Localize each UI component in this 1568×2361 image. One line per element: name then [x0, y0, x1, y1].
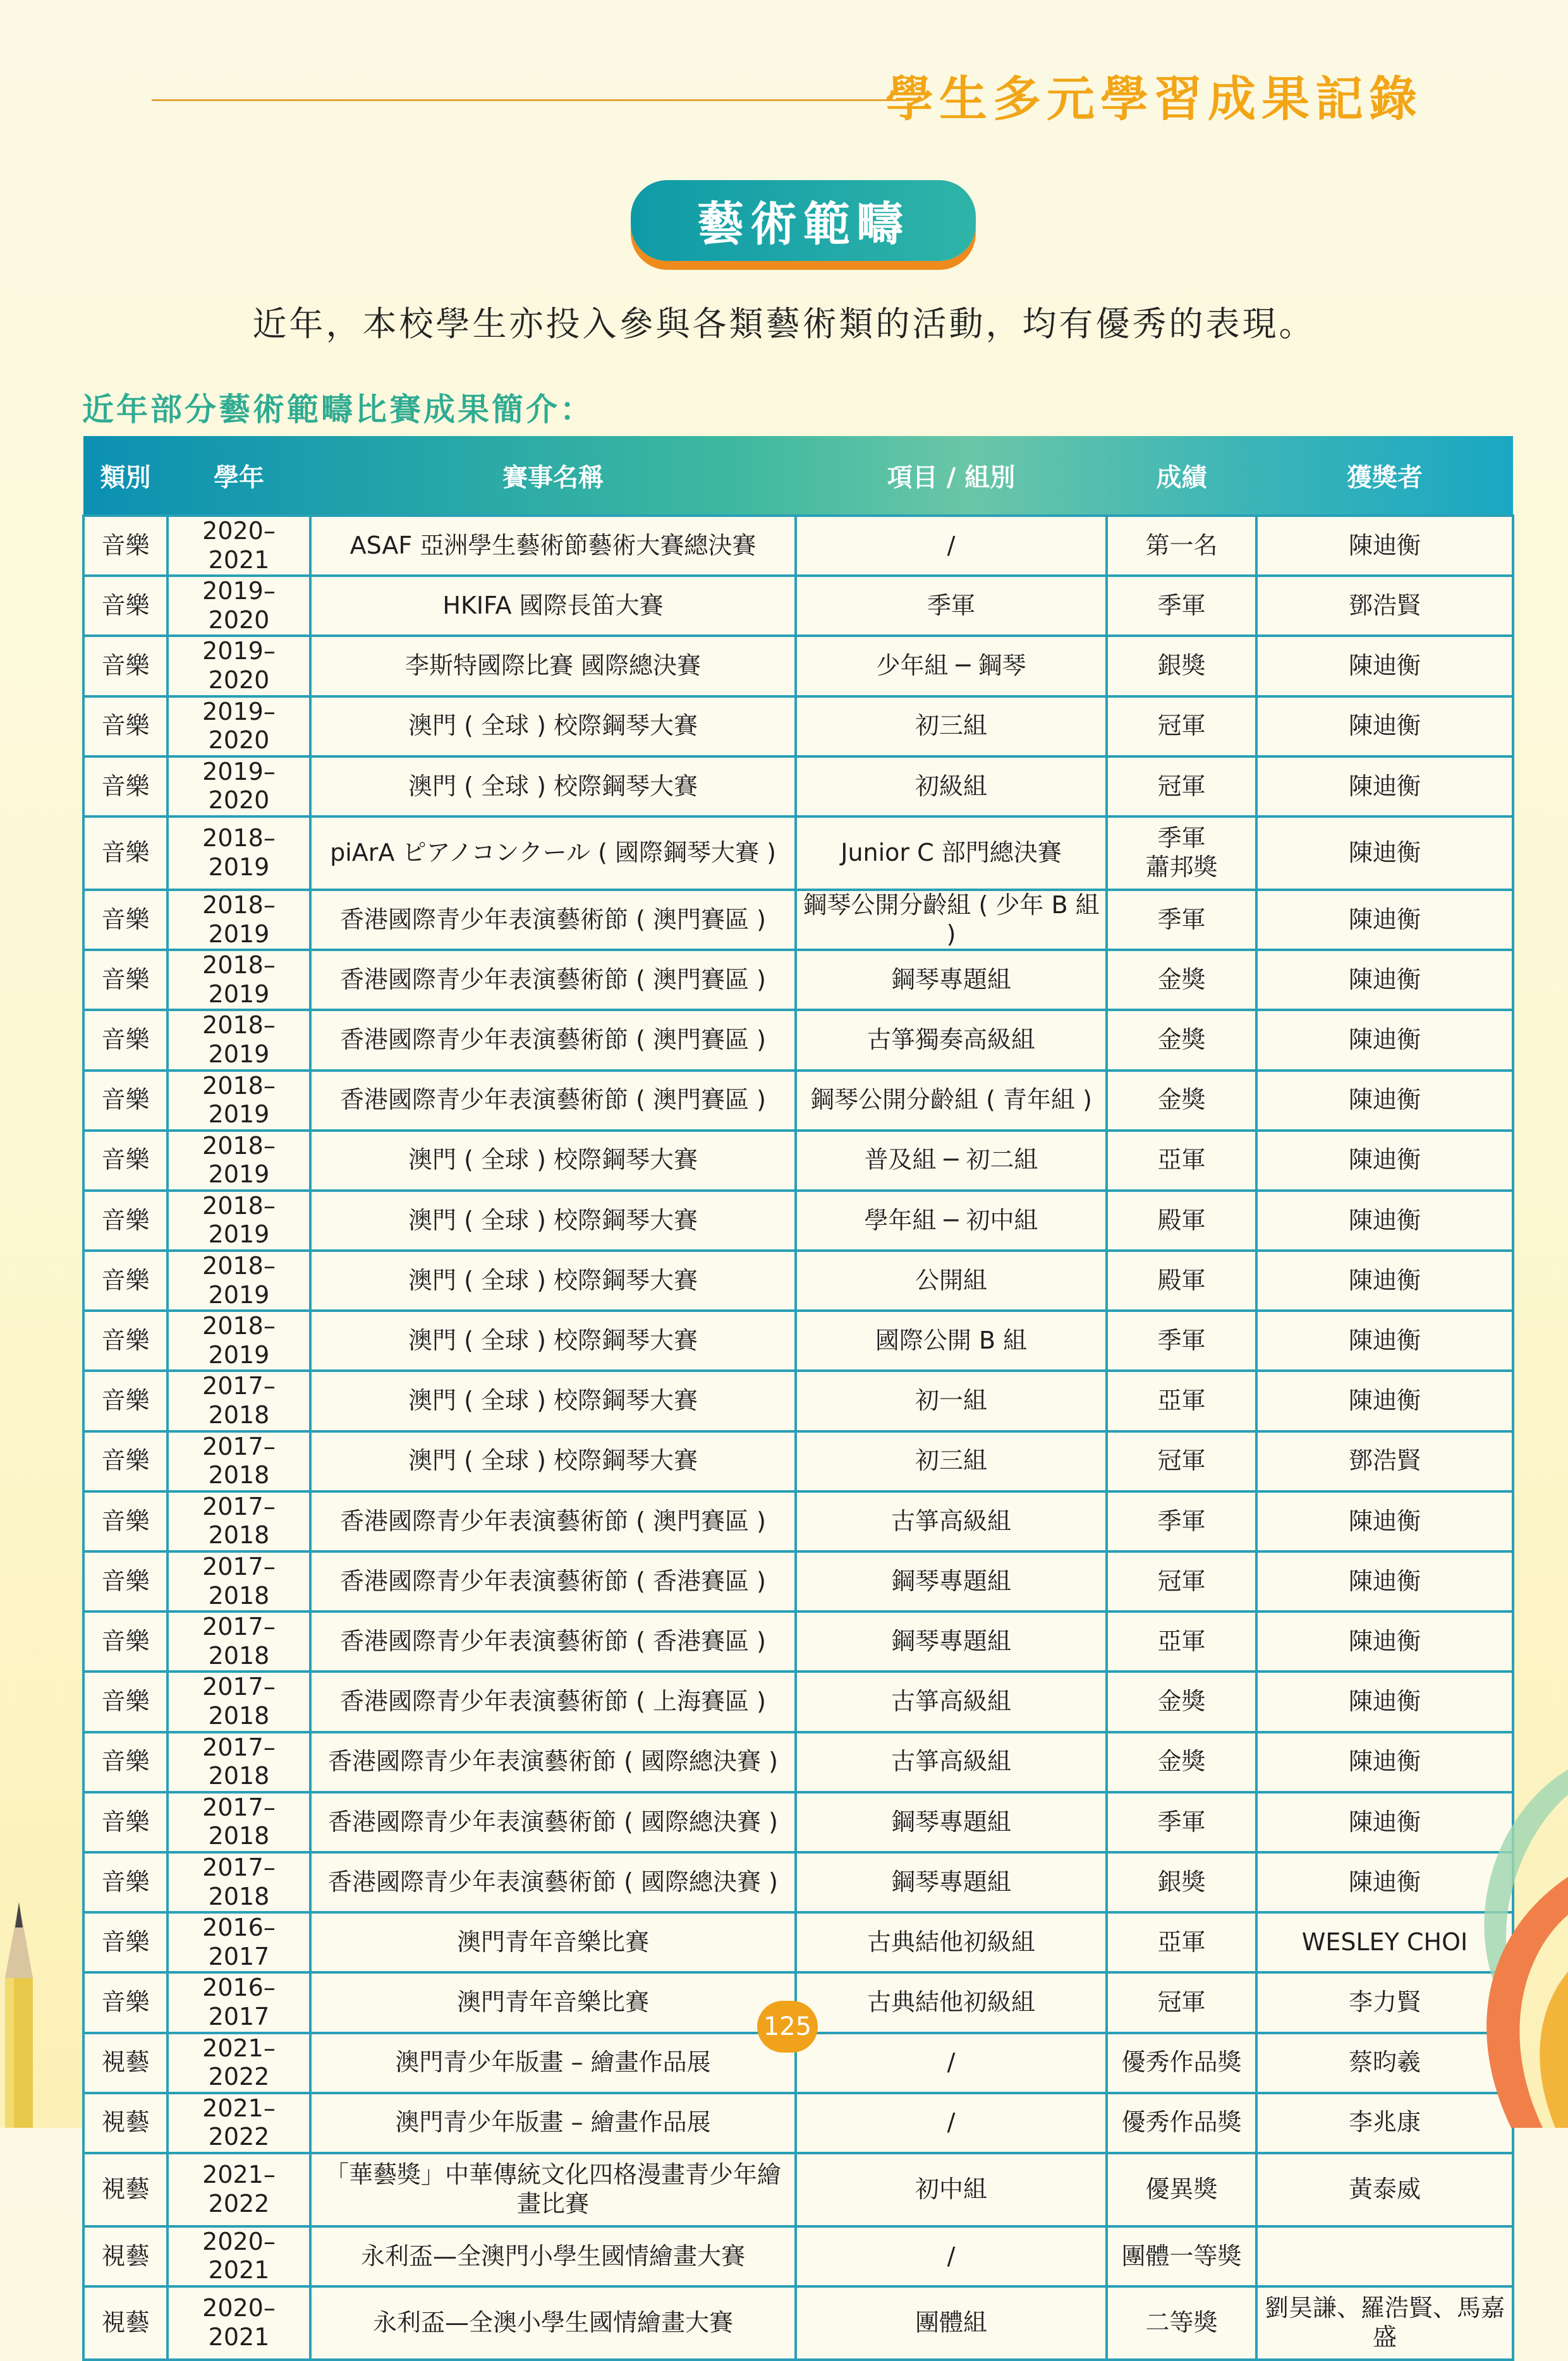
- results-table: [82, 436, 1514, 2361]
- cell-winner: 陳迪衡: [1256, 1672, 1513, 1732]
- cell-item: 團體組: [796, 2286, 1107, 2360]
- cell-item: 普及組 ─ 初二組: [796, 1131, 1107, 1191]
- cell-item: 初三組: [796, 696, 1107, 756]
- table-row: [83, 1191, 1513, 1251]
- cell-result: 亞軍: [1107, 1611, 1256, 1672]
- cell-result: 金獎: [1107, 1071, 1256, 1131]
- table-header-row: [83, 436, 1513, 516]
- cell-winner: 黃泰威: [1256, 2153, 1513, 2226]
- cell-year: 2016–2017: [167, 1912, 310, 1972]
- table-row: [83, 2286, 1513, 2360]
- table-row: [83, 2153, 1513, 2226]
- cell-year: 2017–2018: [167, 1491, 310, 1551]
- cell-event: 香港國際青少年表演藝術節 ( 澳門賽區 ): [310, 1491, 796, 1551]
- cell-category: 音樂: [83, 516, 167, 576]
- cell-category: 音樂: [83, 1611, 167, 1672]
- cell-item: 古典結他初級組: [796, 1972, 1107, 2032]
- cell-item: 鋼琴專題組: [796, 1611, 1107, 1672]
- table-row: [83, 636, 1513, 696]
- cell-item: 古箏高級組: [796, 1491, 1107, 1551]
- cell-year: 2017–2018: [167, 1431, 310, 1491]
- cell-event: 澳門 ( 全球 ) 校際鋼琴大賽: [310, 1131, 796, 1191]
- cell-winner: 陳迪衡: [1256, 950, 1513, 1010]
- cell-winner: 陳迪衡: [1256, 816, 1513, 890]
- table-row: [83, 1131, 1513, 1191]
- cell-winner: 陳迪衡: [1256, 1792, 1513, 1852]
- cell-winner: 陳迪衡: [1256, 1251, 1513, 1311]
- cell-category: 音樂: [83, 1972, 167, 2032]
- table-row: [83, 950, 1513, 1010]
- cell-item: /: [796, 516, 1107, 576]
- cell-item: 初三組: [796, 1431, 1107, 1491]
- cell-item: Junior C 部門總決賽: [796, 816, 1107, 890]
- cell-event: 香港國際青少年表演藝術節 ( 澳門賽區 ): [310, 890, 796, 950]
- cell-year: 2017–2018: [167, 1611, 310, 1672]
- cell-category: 音樂: [83, 1672, 167, 1732]
- table-heading: 近年部分藝術範疇比賽成果簡介：: [82, 391, 594, 428]
- cell-category: 音樂: [83, 1732, 167, 1792]
- cell-item: 古典結他初級組: [796, 1912, 1107, 1972]
- cell-item: 公開組: [796, 1251, 1107, 1311]
- cell-category: 視藝: [83, 2286, 167, 2360]
- cell-item: /: [796, 2033, 1107, 2093]
- section-badge: [631, 180, 976, 261]
- cell-winner: 鄧浩賢: [1256, 1431, 1513, 1491]
- results-table-container: [82, 436, 1512, 2361]
- cell-year: 2019–2020: [167, 696, 310, 756]
- cell-category: 音樂: [83, 1491, 167, 1551]
- cell-category: 音樂: [83, 816, 167, 890]
- cell-year: 2021–2022: [167, 2093, 310, 2153]
- cell-event: 「華藝獎」中華傳統文化四格漫畫青少年繪畫比賽: [310, 2153, 796, 2226]
- cell-result: 季軍: [1107, 1491, 1256, 1551]
- cell-year: 2020–2021: [167, 516, 310, 576]
- cell-category: 音樂: [83, 1251, 167, 1311]
- cell-result: 季軍: [1107, 890, 1256, 950]
- cell-result: 二等獎: [1107, 2286, 1256, 2360]
- cell-result: 冠軍: [1107, 1551, 1256, 1611]
- table-row: [83, 1311, 1513, 1371]
- cell-category: 音樂: [83, 890, 167, 950]
- cell-result: 金獎: [1107, 1732, 1256, 1792]
- cell-year: 2018–2019: [167, 1251, 310, 1311]
- table-row: [83, 1010, 1513, 1070]
- cell-result: 季軍: [1107, 576, 1256, 636]
- cell-event: 永利盃—全澳門小學生國情繪畫大賽: [310, 2226, 796, 2286]
- cell-category: 音樂: [83, 950, 167, 1010]
- cell-result: 冠軍: [1107, 756, 1256, 816]
- cell-result: 優異獎: [1107, 2153, 1256, 2226]
- header-year: 學年: [214, 463, 264, 492]
- cell-result: 季軍: [1107, 1792, 1256, 1852]
- cell-result: 殿軍: [1107, 1251, 1256, 1311]
- cell-year: 2021–2022: [167, 2033, 310, 2093]
- cell-result: 銀獎: [1107, 636, 1256, 696]
- table-row: [83, 1071, 1513, 1131]
- cell-year: 2018–2019: [167, 950, 310, 1010]
- table-row: [83, 756, 1513, 816]
- cell-event: 永利盃—全澳小學生國情繪畫大賽: [310, 2286, 796, 2360]
- cell-winner: 陳迪衡: [1256, 516, 1513, 576]
- cell-event: 澳門青年音樂比賽: [310, 1912, 796, 1972]
- cell-winner: 劉昊謙、羅浩賢、馬嘉盛: [1256, 2286, 1513, 2360]
- cell-winner: 陳迪衡: [1256, 1852, 1513, 1912]
- cell-year: 2018–2019: [167, 1311, 310, 1371]
- cell-year: 2021–2022: [167, 2153, 310, 2226]
- cell-category: 音樂: [83, 576, 167, 636]
- cell-event: 澳門 ( 全球 ) 校際鋼琴大賽: [310, 756, 796, 816]
- header-category: 類別: [100, 463, 151, 492]
- cell-winner: 李力賢: [1256, 1972, 1513, 2032]
- cell-year: 2018–2019: [167, 1131, 310, 1191]
- cell-winner: 陳迪衡: [1256, 696, 1513, 756]
- header-winner: 獲獎者: [1347, 463, 1423, 492]
- cell-winner: 陳迪衡: [1256, 1131, 1513, 1191]
- cell-winner: 陳迪衡: [1256, 1191, 1513, 1251]
- cell-event: 澳門 ( 全球 ) 校際鋼琴大賽: [310, 1431, 796, 1491]
- cell-result: 亞軍: [1107, 1131, 1256, 1191]
- cell-event: 澳門 ( 全球 ) 校際鋼琴大賽: [310, 1311, 796, 1371]
- cell-event: 澳門 ( 全球 ) 校際鋼琴大賽: [310, 1371, 796, 1431]
- cell-item: 鋼琴專題組: [796, 1792, 1107, 1852]
- cell-item: 少年組 ─ 鋼琴: [796, 636, 1107, 696]
- cell-result: 優秀作品獎: [1107, 2033, 1256, 2093]
- table-row: [83, 516, 1513, 576]
- cell-category: 音樂: [83, 756, 167, 816]
- cell-category: 音樂: [83, 1792, 167, 1852]
- pencil-decoration-icon: [0, 1902, 38, 2128]
- cell-year: 2018–2019: [167, 1010, 310, 1070]
- cell-item: 初一組: [796, 1371, 1107, 1431]
- cell-category: 音樂: [83, 1131, 167, 1191]
- cell-item: 鋼琴公開分齡組 ( 少年 B 組 ): [796, 890, 1107, 950]
- table-row: [83, 1251, 1513, 1311]
- cell-item: 鋼琴專題組: [796, 1852, 1107, 1912]
- cell-result: 優秀作品獎: [1107, 2093, 1256, 2153]
- cell-result: 殿軍: [1107, 1191, 1256, 1251]
- cell-year: 2018–2019: [167, 1071, 310, 1131]
- cell-event: 香港國際青少年表演藝術節 ( 國際總決賽 ): [310, 1792, 796, 1852]
- cell-year: 2017–2018: [167, 1551, 310, 1611]
- cell-item: 鋼琴專題組: [796, 950, 1107, 1010]
- cell-result: 冠軍: [1107, 1972, 1256, 2032]
- page-number: 125: [757, 2001, 818, 2053]
- cell-result: 金獎: [1107, 1672, 1256, 1732]
- cell-event: 李斯特國際比賽 國際總決賽: [310, 636, 796, 696]
- cell-winner: 陳迪衡: [1256, 890, 1513, 950]
- cell-result: 銀獎: [1107, 1852, 1256, 1912]
- header-item: 項目 / 組別: [887, 463, 1016, 492]
- table-row: [83, 1431, 1513, 1491]
- cell-event: 香港國際青少年表演藝術節 ( 澳門賽區 ): [310, 1010, 796, 1070]
- cell-winner: [1256, 2226, 1513, 2286]
- cell-event: 澳門青年音樂比賽: [310, 1972, 796, 2032]
- table-row: [83, 1732, 1513, 1792]
- cell-category: 音樂: [83, 1191, 167, 1251]
- cell-year: 2020–2021: [167, 2226, 310, 2286]
- cell-event: piArA ピアノコンクール ( 國際鋼琴大賽 ): [310, 816, 796, 890]
- cell-category: 音樂: [83, 1371, 167, 1431]
- cell-category: 視藝: [83, 2153, 167, 2226]
- cell-result: 金獎: [1107, 1010, 1256, 1070]
- cell-year: 2020–2021: [167, 2286, 310, 2360]
- cell-year: 2019–2020: [167, 756, 310, 816]
- cell-year: 2018–2019: [167, 816, 310, 890]
- cell-event: 澳門青少年版畫 – 繪畫作品展: [310, 2033, 796, 2093]
- cell-result: 亞軍: [1107, 1912, 1256, 1972]
- cell-event: 香港國際青少年表演藝術節 ( 澳門賽區 ): [310, 950, 796, 1010]
- cell-category: 音樂: [83, 1852, 167, 1912]
- table-row: [83, 1551, 1513, 1611]
- cell-category: 音樂: [83, 1010, 167, 1070]
- cell-winner: 李兆康: [1256, 2093, 1513, 2153]
- cell-event: 香港國際青少年表演藝術節 ( 國際總決賽 ): [310, 1732, 796, 1792]
- cell-winner: WESLEY CHOI: [1256, 1912, 1513, 1972]
- cell-category: 音樂: [83, 1912, 167, 1972]
- cell-item: 國際公開 B 組: [796, 1311, 1107, 1371]
- table-row: [83, 696, 1513, 756]
- ribbon-decoration-icon: [1303, 1769, 1568, 2128]
- cell-winner: 鄧浩賢: [1256, 576, 1513, 636]
- cell-event: 香港國際青少年表演藝術節 ( 上海賽區 ): [310, 1672, 796, 1732]
- cell-winner: 陳迪衡: [1256, 636, 1513, 696]
- cell-event: 香港國際青少年表演藝術節 ( 國際總決賽 ): [310, 1852, 796, 1912]
- cell-winner: 陳迪衡: [1256, 1611, 1513, 1672]
- cell-result: 季軍: [1107, 1311, 1256, 1371]
- table-row: [83, 1792, 1513, 1852]
- cell-result: 冠軍: [1107, 1431, 1256, 1491]
- cell-item: 古箏高級組: [796, 1672, 1107, 1732]
- cell-category: 視藝: [83, 2226, 167, 2286]
- section-badge-label: 藝術範疇: [697, 197, 909, 252]
- cell-event: 香港國際青少年表演藝術節 ( 澳門賽區 ): [310, 1071, 796, 1131]
- cell-category: 音樂: [83, 1431, 167, 1491]
- table-row: [83, 1491, 1513, 1551]
- cell-event: ASAF 亞洲學生藝術節藝術大賽總決賽: [310, 516, 796, 576]
- cell-winner: 陳迪衡: [1256, 1551, 1513, 1611]
- cell-event: 澳門 ( 全球 ) 校際鋼琴大賽: [310, 1251, 796, 1311]
- cell-item: 初級組: [796, 756, 1107, 816]
- cell-year: 2016–2017: [167, 1972, 310, 2032]
- cell-category: 音樂: [83, 1551, 167, 1611]
- cell-year: 2017–2018: [167, 1732, 310, 1792]
- header-result: 成績: [1156, 463, 1207, 492]
- cell-item: /: [796, 2093, 1107, 2153]
- header-rule: [152, 99, 904, 101]
- cell-winner: 陳迪衡: [1256, 1311, 1513, 1371]
- cell-result: 季軍 蕭邦獎: [1107, 816, 1256, 890]
- table-row: [83, 2093, 1513, 2153]
- cell-winner: 陳迪衡: [1256, 1071, 1513, 1131]
- cell-item: 學年組 ─ 初中組: [796, 1191, 1107, 1251]
- cell-result: 亞軍: [1107, 1371, 1256, 1431]
- cell-winner: 陳迪衡: [1256, 1491, 1513, 1551]
- cell-year: 2017–2018: [167, 1371, 310, 1431]
- cell-winner: 陳迪衡: [1256, 756, 1513, 816]
- cell-year: 2018–2019: [167, 890, 310, 950]
- table-row: [83, 890, 1513, 950]
- table-row: [83, 2226, 1513, 2286]
- cell-year: 2019–2020: [167, 576, 310, 636]
- cell-event: 香港國際青少年表演藝術節 ( 香港賽區 ): [310, 1551, 796, 1611]
- table-row: [83, 576, 1513, 636]
- cell-year: 2018–2019: [167, 1191, 310, 1251]
- cell-winner: 陳迪衡: [1256, 1732, 1513, 1792]
- cell-item: /: [796, 2226, 1107, 2286]
- cell-category: 視藝: [83, 2093, 167, 2153]
- cell-category: 音樂: [83, 1311, 167, 1371]
- cell-category: 音樂: [83, 636, 167, 696]
- cell-result: 金獎: [1107, 950, 1256, 1010]
- cell-winner: 蔡昀羲: [1256, 2033, 1513, 2093]
- table-row: [83, 1852, 1513, 1912]
- table-row: [83, 1611, 1513, 1672]
- cell-item: 古箏獨奏高級組: [796, 1010, 1107, 1070]
- cell-result: 冠軍: [1107, 696, 1256, 756]
- cell-category: 音樂: [83, 696, 167, 756]
- cell-item: 鋼琴專題組: [796, 1551, 1107, 1611]
- header-event: 賽事名稱: [502, 463, 604, 492]
- cell-item: 季軍: [796, 576, 1107, 636]
- table-row: [83, 1371, 1513, 1431]
- cell-event: 澳門 ( 全球 ) 校際鋼琴大賽: [310, 1191, 796, 1251]
- cell-year: 2017–2018: [167, 1792, 310, 1852]
- cell-year: 2019–2020: [167, 636, 310, 696]
- intro-text: 近年，本校學生亦投入參與各類藝術類的活動，均有優秀的表現。: [252, 304, 1316, 344]
- cell-item: 初中組: [796, 2153, 1107, 2226]
- cell-event: 澳門 ( 全球 ) 校際鋼琴大賽: [310, 696, 796, 756]
- cell-year: 2017–2018: [167, 1852, 310, 1912]
- cell-result: 第一名: [1107, 516, 1256, 576]
- table-row: [83, 1912, 1513, 1972]
- cell-event: 香港國際青少年表演藝術節 ( 香港賽區 ): [310, 1611, 796, 1672]
- cell-item: 鋼琴公開分齡組 ( 青年組 ): [796, 1071, 1107, 1131]
- table-row: [83, 816, 1513, 890]
- cell-category: 音樂: [83, 1071, 167, 1131]
- cell-winner: 陳迪衡: [1256, 1371, 1513, 1431]
- cell-event: 澳門青少年版畫 – 繪畫作品展: [310, 2093, 796, 2153]
- cell-result: 團體一等獎: [1107, 2226, 1256, 2286]
- cell-winner: 陳迪衡: [1256, 1010, 1513, 1070]
- cell-event: HKIFA 國際長笛大賽: [310, 576, 796, 636]
- table-row: [83, 1672, 1513, 1732]
- cell-category: 視藝: [83, 2033, 167, 2093]
- page-header-title: 學生多元學習成果記錄: [885, 71, 1423, 127]
- cell-year: 2017–2018: [167, 1672, 310, 1732]
- cell-item: 古箏高級組: [796, 1732, 1107, 1792]
